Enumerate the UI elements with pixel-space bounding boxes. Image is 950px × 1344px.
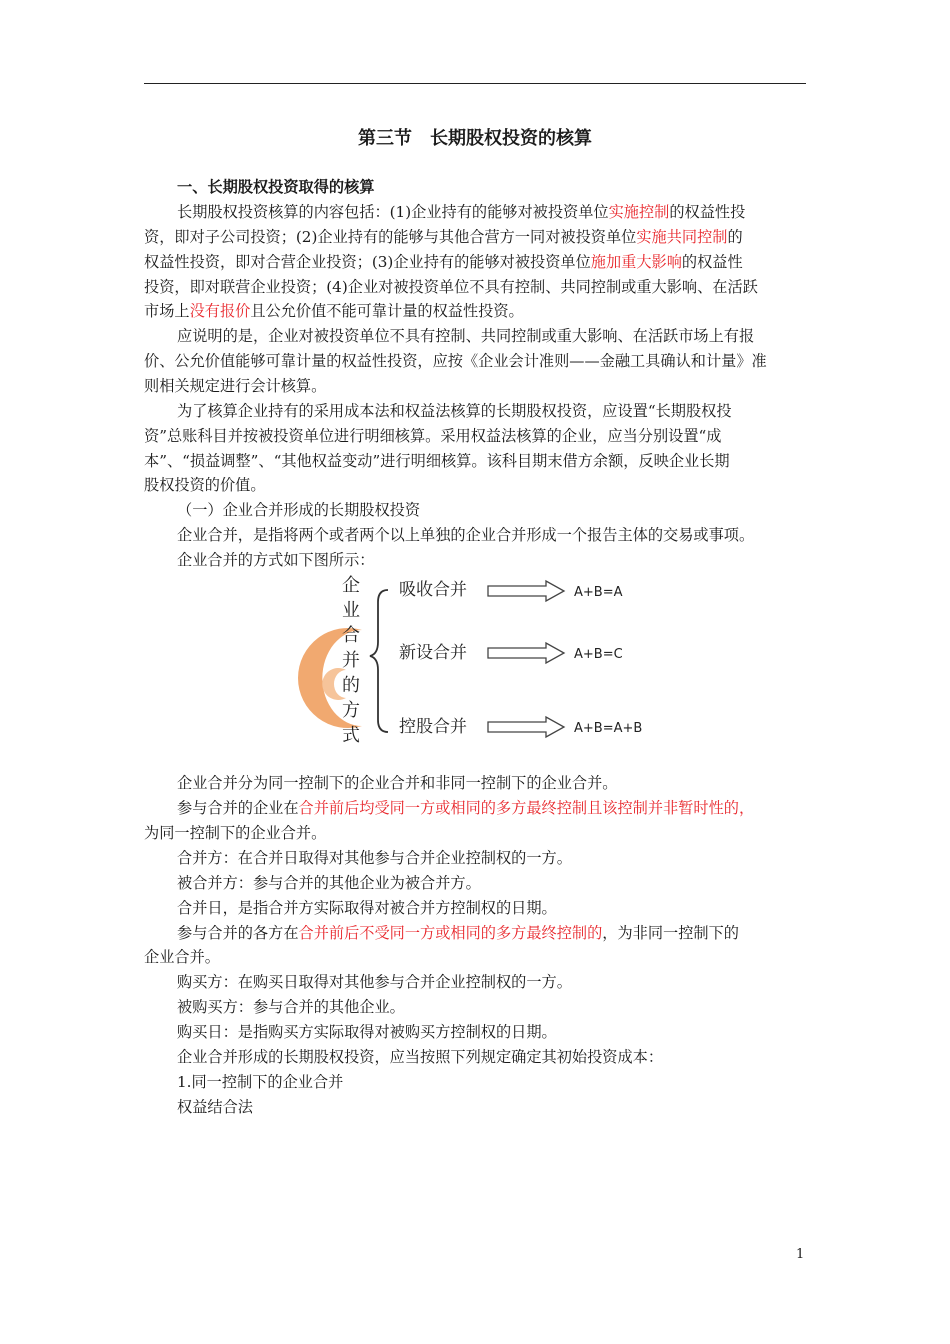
para1-line5: 市场上没有报价且公允价值不能可靠计量的权益性投资。 xyxy=(144,302,524,320)
vertical-label-char: 式 xyxy=(342,725,360,746)
arrow-icon xyxy=(488,581,564,601)
method-formula: A+B=A+B xyxy=(574,721,643,736)
para8: 合并方：在合并日取得对其他参与合并企业控制权的一方。 xyxy=(177,849,572,867)
para7-line1: 参与合并的企业在合并前后均受同一方或相同的多方最终控制且该控制并非暂时性的， xyxy=(177,799,755,817)
para11-line1: 参与合并的各方在合并前后不受同一方或相同的多方最终控制的，为非同一控制下的 xyxy=(177,924,739,942)
vertical-label-char: 的 xyxy=(342,675,360,696)
para3-line1: 为了核算企业持有的采用成本法和权益法核算的长期股权投资，应设置“长期股权投 xyxy=(177,402,732,420)
emphasis: 实施共同控制 xyxy=(636,228,728,246)
vertical-label-char: 企 xyxy=(342,575,360,596)
para17: 权益结合法 xyxy=(177,1098,253,1116)
para1-line4: 投资，即对联营企业投资；(4)企业对被投资单位不具有控制、共同控制或重大影响、在活跃 xyxy=(144,278,758,296)
para10: 合并日，是指合并方实际取得对被合并方控制权的日期。 xyxy=(177,899,557,917)
para2-line1: 应说明的是，企业对被投资单位不具有控制、共同控制或重大影响、在活跃市场上有报 xyxy=(177,327,755,345)
heading-1: 一、长期股权投资取得的核算 xyxy=(177,178,375,196)
page-number: 1 xyxy=(796,1247,805,1262)
para1-line1: 长期股权投资核算的内容包括：(1)企业持有的能够对被投资单位实施控制的权益性投 xyxy=(177,203,746,221)
para16: 1.同一控制下的企业合并 xyxy=(177,1073,344,1091)
para11-line2: 企业合并。 xyxy=(144,948,220,966)
para14: 购买日：是指购买方实际取得对被购买方控制权的日期。 xyxy=(177,1023,557,1041)
para5: 企业合并的方式如下图所示： xyxy=(177,551,375,569)
emphasis: 实施控制 xyxy=(608,203,670,221)
arrow-icon xyxy=(488,643,564,663)
curly-brace-icon xyxy=(370,590,388,732)
arrow-icon xyxy=(488,717,564,737)
para2-line2: 价、公允价值能够可靠计量的权益性投资，应按《企业会计准则——金融工具确认和计量》准 xyxy=(144,352,767,370)
para9: 被合并方：参与合并的其他企业为被合并方。 xyxy=(177,874,481,892)
merger-methods-diagram xyxy=(296,572,660,748)
vertical-label-char: 并 xyxy=(342,650,360,671)
vertical-label-char: 业 xyxy=(342,600,360,621)
para4: 企业合并，是指将两个或者两个以上单独的企业合并形成一个报告主体的交易或事项。 xyxy=(177,526,755,544)
section-title: 第三节 长期股权投资的核算 xyxy=(358,128,592,149)
para3-line4: 股权投资的价值。 xyxy=(144,476,266,494)
method-formula: A+B=A xyxy=(574,585,623,600)
method-name: 控股合并 xyxy=(399,717,467,737)
emphasis: 施加重大影响 xyxy=(590,253,682,271)
para6: 企业合并分为同一控制下的企业合并和非同一控制下的企业合并。 xyxy=(177,774,618,792)
para3-line3: 本”、“损益调整”、“其他权益变动”进行明细核算。该科目期末借方余额，反映企业长期 xyxy=(144,452,730,470)
para3-line2: 资”总账科目并按被投资单位进行明细核算。采用权益法核算的企业，应当分别设置“成 xyxy=(144,427,722,445)
method-name: 新设合并 xyxy=(399,643,467,663)
emphasis: 没有报价 xyxy=(189,302,251,320)
method-name: 吸收合并 xyxy=(399,580,467,600)
method-formula: A+B=C xyxy=(574,647,623,662)
emphasis: 合并前后均受同一方或相同的多方最终控制且该控制并非暂时性的 xyxy=(298,799,739,817)
para15: 企业合并形成的长期股权投资，应当按照下列规定确定其初始投资成本： xyxy=(177,1048,663,1066)
emphasis: 合并前后不受同一方或相同的多方最终控制的 xyxy=(298,924,603,942)
para2-line3: 则相关规定进行会计核算。 xyxy=(144,377,327,395)
vertical-label-char: 方 xyxy=(342,700,360,721)
para1-line3: 权益性投资，即对合营企业投资；(3)企业持有的能够对被投资单位施加重大影响的权益性 xyxy=(144,253,743,271)
para7-line2: 为同一控制下的企业合并。 xyxy=(144,824,327,842)
para13: 被购买方：参与合并的其他企业。 xyxy=(177,998,405,1016)
subheading-1: （一）企业合并形成的长期股权投资 xyxy=(177,501,420,519)
para1-line2: 资，即对子公司投资；(2)企业持有的能够与其他合营方一同对被投资单位实施共同控制的 xyxy=(144,228,743,246)
header-rule xyxy=(144,83,806,84)
vertical-label-char: 合 xyxy=(342,625,360,646)
para12: 购买方：在购买日取得对其他参与合并企业控制权的一方。 xyxy=(177,973,572,991)
